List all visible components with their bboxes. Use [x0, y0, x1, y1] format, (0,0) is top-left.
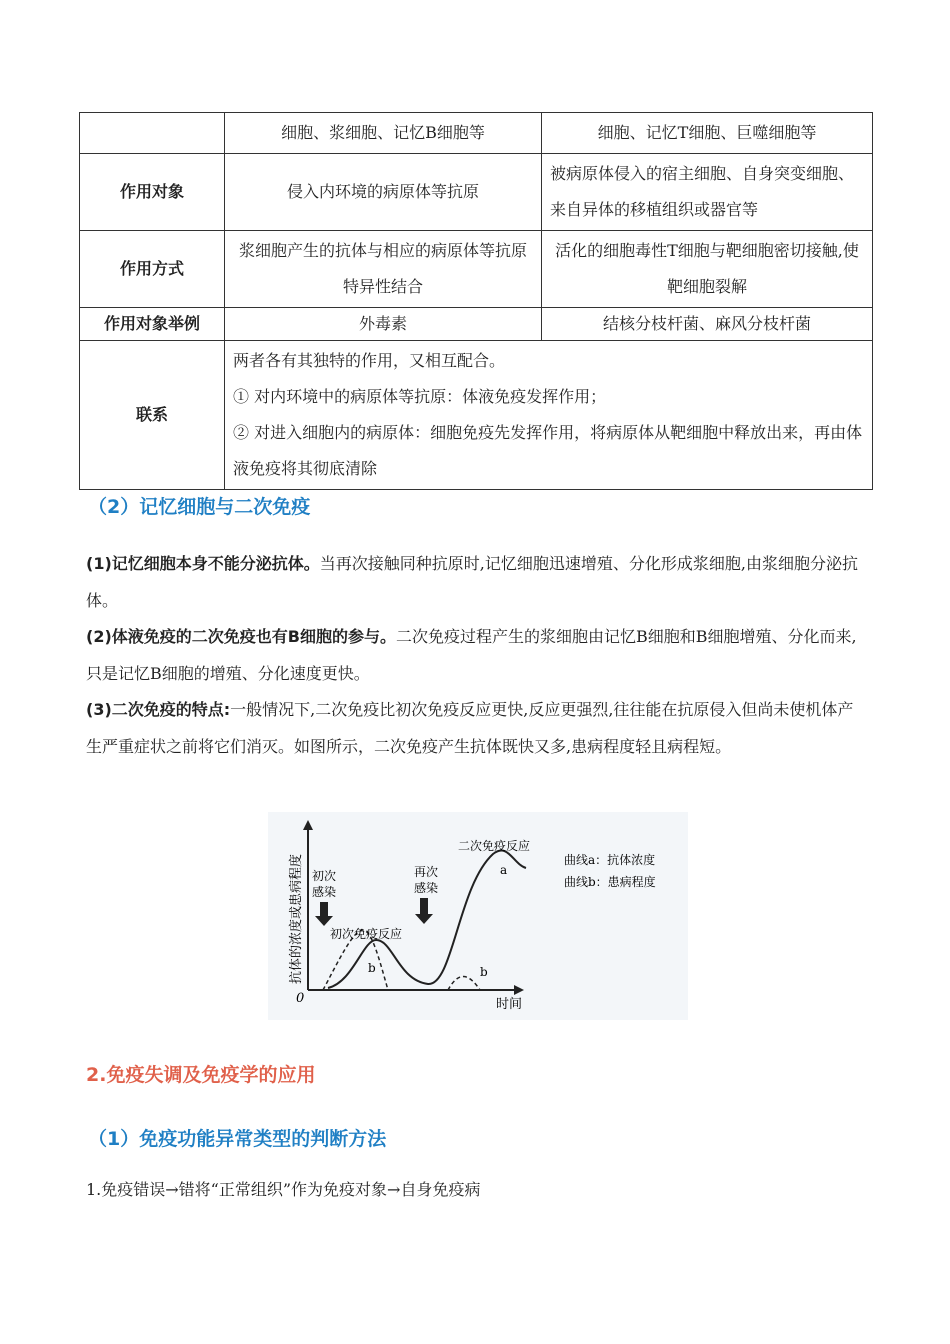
humoral-cell: 外毒素 [225, 308, 542, 341]
relation-cell [225, 341, 873, 490]
origin-label: 0 [296, 991, 305, 1006]
paragraph-lead: (2)体液免疫的二次免疫也有B细胞的参与。 [86, 627, 396, 646]
legend-a: 曲线a：抗体浓度 [564, 853, 656, 867]
section-heading: （2）记忆细胞与二次免疫 [88, 496, 311, 518]
curve-b2-label: b [480, 965, 488, 979]
y-axis-label: 抗体的浓度或患病程度 [289, 853, 304, 984]
cellular-cell: 被病原体侵入的宿主细胞、自身突变细胞、来自异体的移植组织或器官等 [542, 154, 873, 231]
relation-line: ② 对进入细胞内的病原体：细胞免疫先发挥作用，将病原体从靶细胞中释放出来，再由体液免疫将其彻底清除 [233, 423, 863, 478]
primary-response-label: 初次免疫反应 [330, 927, 403, 941]
paragraph-text: 当再次接触同种抗原时,记忆细胞迅速增殖、分化形成浆细胞,由浆细胞分泌抗体。 [86, 554, 858, 610]
paragraph-text: 二次免疫过程产生的浆细胞由记忆B细胞和B细胞增殖、分化而来,只是记忆B细胞的增殖、分化速度更快。 [86, 627, 857, 683]
paragraph-1 [86, 545, 868, 619]
humoral-cell: 细胞、浆细胞、记忆B细胞等 [225, 113, 542, 154]
cellular-cell: 细胞、记忆T细胞、巨噬细胞等 [542, 113, 873, 154]
immune-response-figure [268, 812, 688, 1020]
section-heading-2: 2.免疫失调及免疫学的应用 [86, 1064, 316, 1086]
paragraph-3 [86, 691, 868, 765]
second-infection-label: 再次 [414, 865, 439, 879]
row-label [80, 113, 225, 154]
paragraph-text: 一般情况下,二次免疫比初次免疫反应更快,反应更强烈,往往能在抗原侵入但尚未使机体产生严重症状之前将它们消灭。如图所示，二次免疫产生抗体既快又多,患病程度轻且病程短。 [86, 700, 854, 756]
first-infection-label: 初次 [312, 869, 337, 883]
row-label: 联系 [80, 341, 225, 490]
paragraph-lead: (1)记忆细胞本身不能分泌抗体。 [86, 554, 320, 573]
row-label: 作用对象 [80, 154, 225, 231]
first-infection-label: 感染 [312, 885, 337, 899]
paragraph-last: 1.免疫错误→错将“正常组织”作为免疫对象→自身免疫病 [86, 1180, 481, 1199]
comparison-table [79, 112, 873, 490]
row-label: 作用方式 [80, 231, 225, 308]
second-infection-label: 感染 [414, 881, 439, 895]
table-row [80, 113, 873, 154]
table-row [80, 308, 873, 341]
row-label: 作用对象举例 [80, 308, 225, 341]
x-axis-label: 时间 [496, 997, 523, 1012]
relation-line: 两者各有其独特的作用，又相互配合。 [233, 351, 506, 370]
paragraph-2 [86, 618, 868, 692]
section-heading-3: （1）免疫功能异常类型的判断方法 [88, 1128, 387, 1150]
cellular-cell: 结核分枝杆菌、麻风分枝杆菌 [542, 308, 873, 341]
curve-b1-label: b [368, 961, 376, 975]
cellular-cell: 活化的细胞毒性T细胞与靶细胞密切接触,使靶细胞裂解 [542, 231, 873, 308]
curve-a-label: a [500, 863, 508, 877]
table-row [80, 231, 873, 308]
legend-b: 曲线b：患病程度 [564, 875, 656, 889]
table-row [80, 341, 873, 490]
relation-line: ① 对内环境中的病原体等抗原：体液免疫发挥作用； [233, 387, 607, 406]
humoral-cell: 浆细胞产生的抗体与相应的病原体等抗原特异性结合 [225, 231, 542, 308]
secondary-response-label: 二次免疫反应 [458, 839, 531, 853]
humoral-cell: 侵入内环境的病原体等抗原 [225, 154, 542, 231]
table-row [80, 154, 873, 231]
paragraph-lead: (3)二次免疫的特点: [86, 700, 231, 719]
